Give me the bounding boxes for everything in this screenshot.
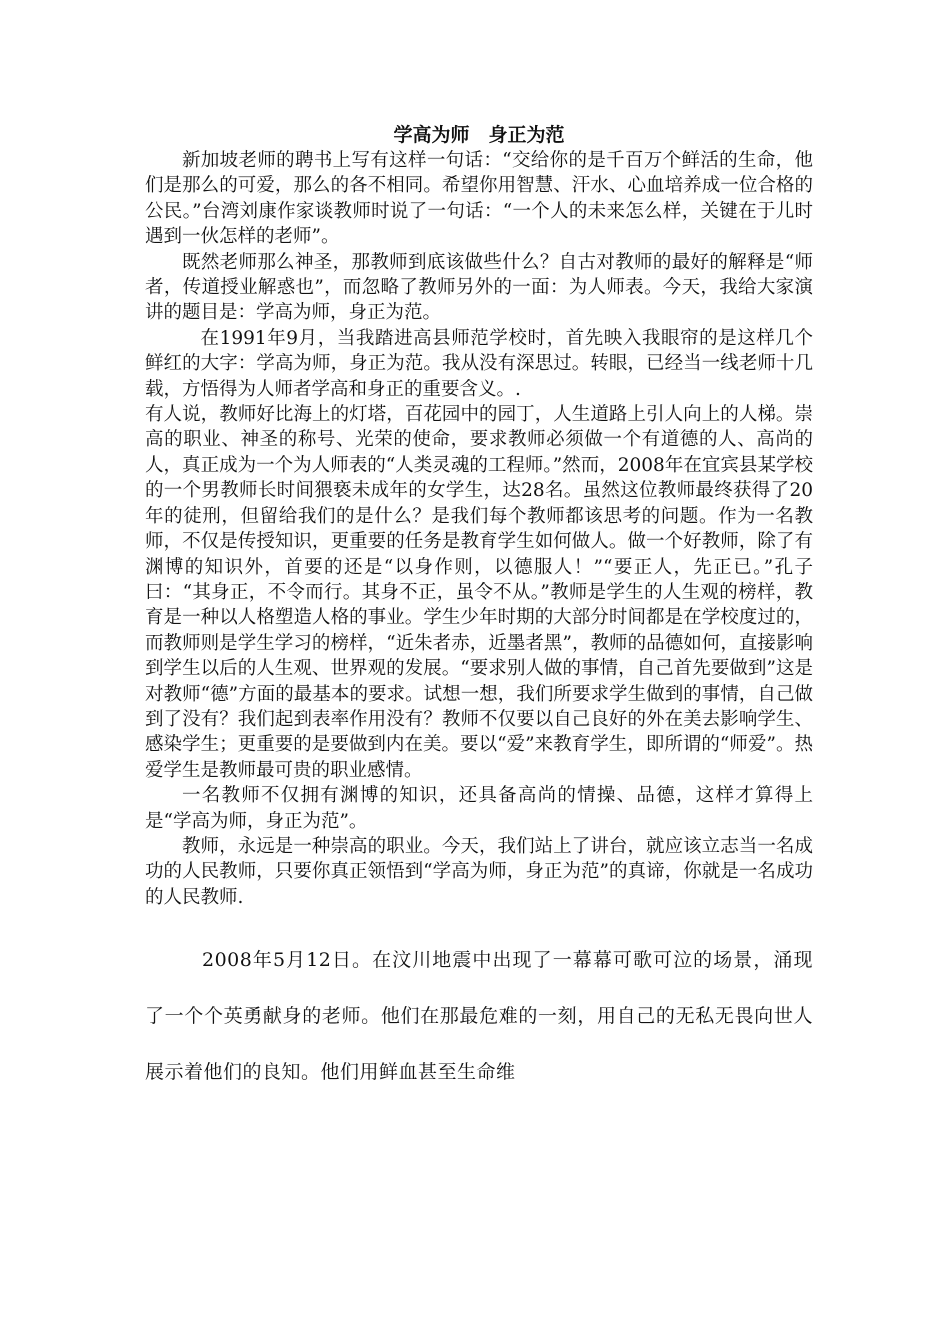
paragraph-3: 在1991年9月，当我踏进高县师范学校时，首先映入我眼帘的是这样几个鲜红的大字：学高为师，身正为范。我从没有深思过。转眼，已经当一线老师十几载，方悟得为人师者学高和身正的重要含义。. bbox=[145, 327, 813, 400]
paragraph-2: 既然老师那么神圣，那教师到底该做些什么？自古对教师的最好的解释是“师者，传道授业解惑也”，而忽略了教师另外的一面：为人师表。今天，我给大家演讲的题目是：学高为师，身正为范。 bbox=[145, 251, 813, 324]
paragraph-5: 一名教师不仅拥有渊博的知识，还具备高尚的情操、品德，这样才算得上是“学高为师，身正为范”。 bbox=[145, 785, 813, 832]
document-page bbox=[145, 122, 813, 1100]
closing-paragraph: 2008年5月12日。在汶川地震中出现了一幕幕可歌可泣的场景，涌现了一个个英勇献身的老师。他们在那最危难的一刻，用自己的无私无畏向世人展示着他们的良知。他们用鲜血甚至生命维 bbox=[145, 949, 813, 1084]
paragraph-1: 新加坡老师的聘书上写有这样一句话：“交给你的是千百万个鲜活的生命，他们是那么的可爱，那么的各不相同。希望你用智慧、汗水、心血培养成一位合格的公民。”台湾刘康作家谈教师时说了一句话：“一个人的未来怎么样，关键在于儿时遇到一伙怎样的老师”。 bbox=[145, 150, 813, 248]
document-title: 学高为师 身正为范 bbox=[393, 124, 565, 146]
paragraph-4: 有人说，教师好比海上的灯塔，百花园中的园丁，人生道路上引人向上的人梯。崇高的职业、神圣的称号、光荣的使命，要求教师必须做一个有道德的人、高尚的人，真正成为一个为人师表的“人类灵魂的工程师。”然而，2008年在宜宾县某学校的一个男教师长时间猥亵未成年的女学生，达28名。虽然这位教师最终获得了20年的徒刑，但留给我们的是什么？是我们每个教师都该思考的问题。作为一名教师，不仅是传授知识，更重要的任务是教育学生如何做人。做一个好教师，除了有渊博的知识外，首要的还是“以身作则，以德服人！”“要正人，先正已。”孔子曰：“其身正，不令而行。其身不正，虽令不从。”教师是学生的人生观的榜样，教育是一种以人格塑造人格的事业。学生少年时期的大部分时间都是在学校度过的，而教师则是学生学习的榜样，“近朱者赤，近墨者黑”，教师的品德如何，直接影响到学生以后的人生观、世界观的发展。“要求别人做的事情，自己首先要做到”这是对教师“德”方面的最基本的要求。试想一想，我们所要求学生做到的事情，自己做到了没有？我们起到表率作用没有？教师不仅要以自己良好的外在美去影响学生、感染学生；更重要的是要做到内在美。要以“爱”来教育学生，即所谓的“师爱”。热爱学生是教师最可贵的职业感情。 bbox=[145, 404, 813, 781]
body-text bbox=[145, 148, 813, 910]
closing-section bbox=[145, 932, 813, 1100]
paragraph-6: 教师，永远是一种崇高的职业。今天，我们站上了讲台，就应该立志当一名成功的人民教师，只要你真正领悟到“学高为师，身正为范”的真谛，你就是一名成功的人民教师. bbox=[145, 835, 813, 908]
